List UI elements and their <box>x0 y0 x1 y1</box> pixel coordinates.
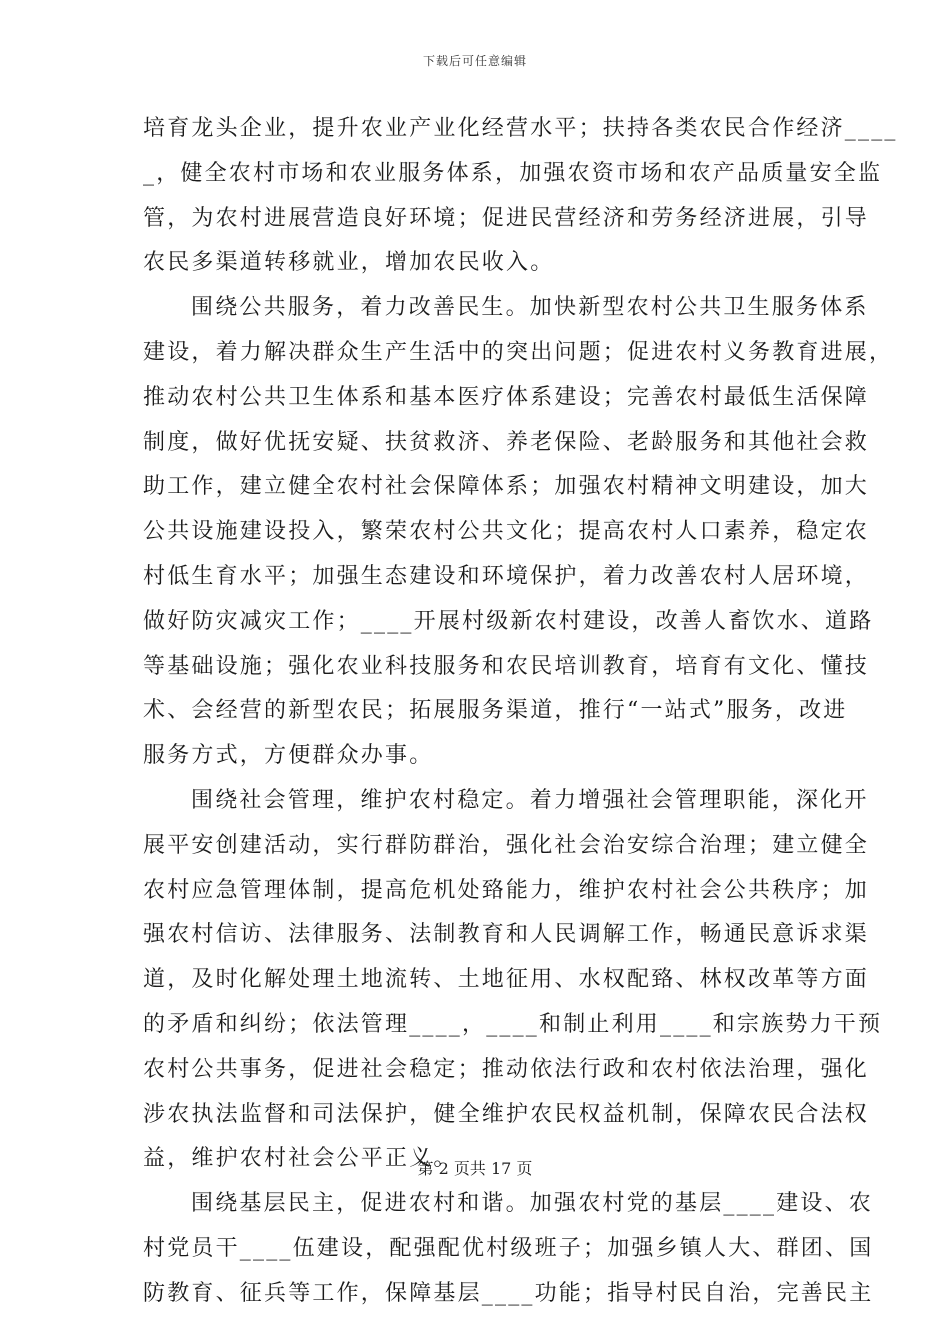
text-line: 的矛盾和纠纷；依法管理____，____和制止利用____和宗族势力干预 <box>143 1011 883 1037</box>
text-line: 村党员干____伍建设，配强配优村级班子；加强乡镇人大、群团、国 <box>143 1235 874 1261</box>
text-line: 展平安创建活动，实行群防群治，强化社会治安综合治理；建立健全 <box>143 832 870 858</box>
text-line: 推动农村公共卫生体系和基本医疗体系建设；完善农村最低生活保障 <box>143 384 870 410</box>
text-line: 强农村信访、法律服务、法制教育和人民调解工作，畅通民意诉求渠 <box>143 922 870 948</box>
paragraph <box>143 784 883 1176</box>
text-line: 围绕基层民主，促进农村和谐。加强农村党的基层____建设、农 <box>191 1191 874 1217</box>
document-body <box>143 112 898 1322</box>
text-line: 围绕社会管理，维护农村稳定。着力增强社会管理职能，深化开 <box>191 787 869 813</box>
text-line: 农村公共事务，促进社会稳定；推动依法行政和农村依法治理，强化 <box>143 1056 870 1082</box>
text-line: 做好防灾减灾工作；____开展村级新农村建设，改善人畜饮水、道路 <box>143 608 874 634</box>
text-line: 等基础设施；强化农业科技服务和农民培训教育，培育有文化、懂技 <box>143 653 870 679</box>
text-line: 培育龙头企业，提升农业产业化经营水平；扶持各类农民合作经济____ <box>143 116 898 141</box>
page-header-note: 下载后可任意编辑 <box>422 54 527 68</box>
text-line: 术、会经营的新型农民；拓展服务渠道，推行“一站式”服务，改进 <box>143 698 848 724</box>
text-line: 助工作，建立健全农村社会保障体系；加强农村精神文明建设，加大 <box>143 474 870 500</box>
text-line: 涉农执法监督和司法保护，健全维护农民权益机制，保障农民合法权 <box>143 1101 870 1127</box>
paragraph <box>143 291 894 773</box>
text-line: 管，为农村进展营造良好环境；促进民营经济和劳务经济进展，引导 <box>143 205 870 231</box>
page-number: 第 2 页共 17 页 <box>417 1159 533 1178</box>
text-line: 农村应急管理体制，提高危机处臵能力，维护农村社会公共秩序；加 <box>143 877 870 903</box>
paragraph <box>143 1187 874 1311</box>
paragraph <box>143 112 898 280</box>
text-line: 公共设施建设投入，繁荣农村公共文化；提高农村人口素养，稳定农 <box>143 519 870 545</box>
text-line: 建设，着力解决群众生产生活中的突出问题；促进农村义务教育进展， <box>143 339 894 365</box>
text-line: 围绕公共服务，着力改善民生。加快新型农村公共卫生服务体系 <box>191 295 869 321</box>
text-line: 服务方式，方便群众办事。 <box>143 743 434 769</box>
text-line: 益，维护农村社会公平正义。 <box>143 1146 458 1172</box>
text-line: 防教育、征兵等工作，保障基层____功能；指导村民自治，完善民主 <box>143 1280 874 1306</box>
text-line: 道，及时化解处理土地流转、土地征用、水权配臵、林权改革等方面 <box>143 967 870 993</box>
text-line: 村低生育水平；加强生态建设和环境保护，着力改善农村人居环境， <box>143 563 870 589</box>
text-line: 制度，做好优抚安疑、扶贫救济、养老保险、老龄服务和其他社会救 <box>143 429 870 455</box>
text-line: 农民多渠道转移就业，增加农民收入。 <box>143 250 555 276</box>
text-line: _，健全农村市场和农业服务体系，加强农资市场和农产品质量安全监 <box>143 160 883 186</box>
